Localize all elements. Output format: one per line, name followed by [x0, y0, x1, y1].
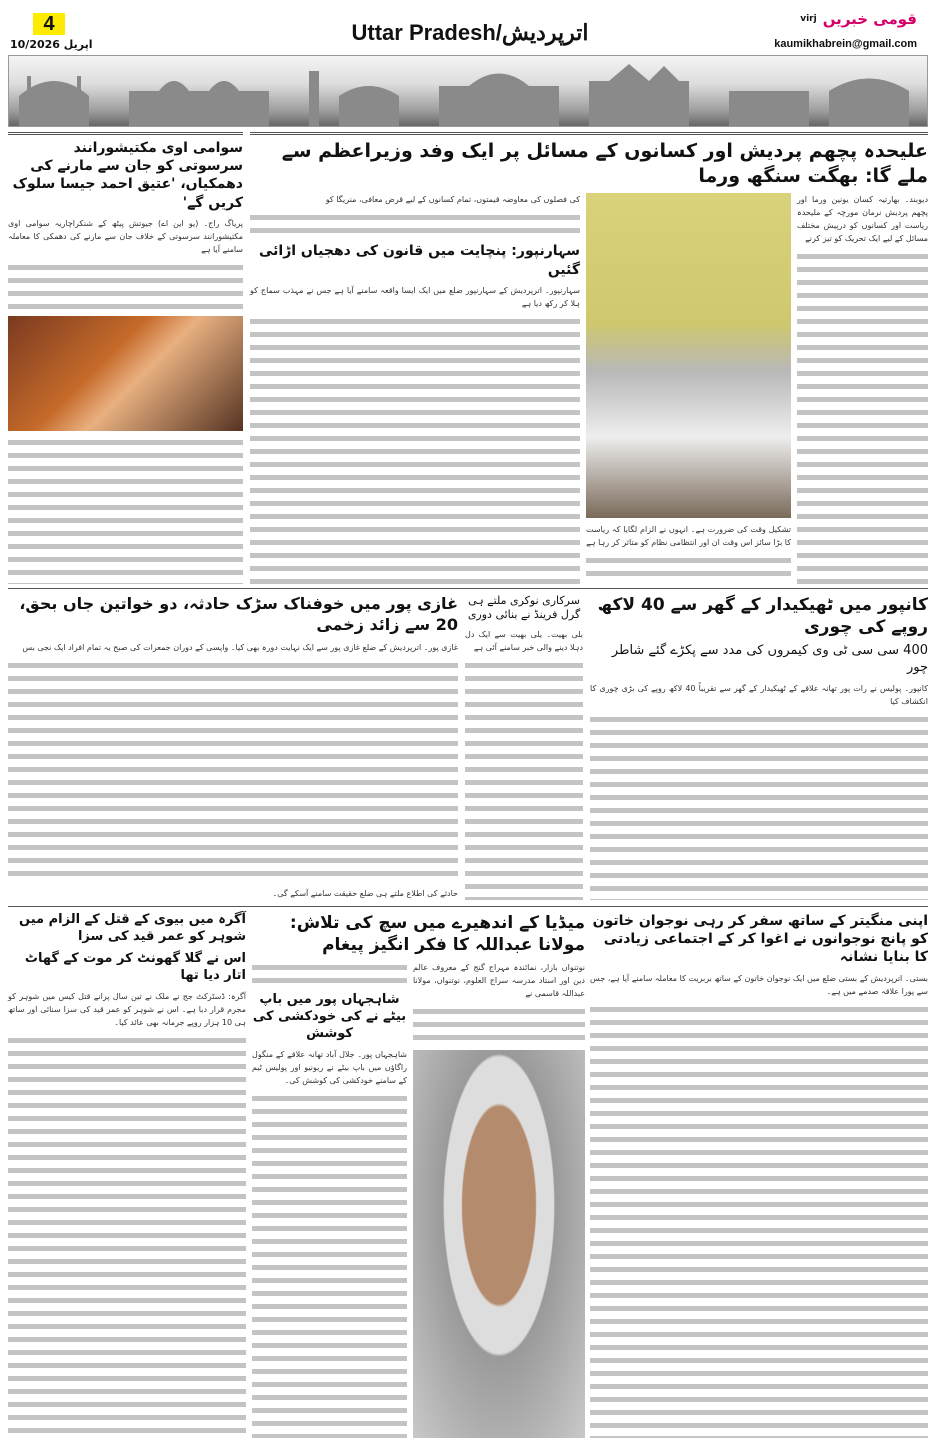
issue-date: 10/اپریل 2026: [10, 38, 93, 51]
shahjahanpur-body-rest: [252, 1092, 407, 1438]
shahjahanpur-headline: شاہجہاں پور میں باپ بیٹے نے کی خودکشی کی کوشش: [252, 992, 407, 1041]
swami-body-lines: [8, 261, 243, 311]
media-story: [252, 912, 585, 1438]
job-girlfriend-body: بلی بھیت۔ یلی بھیت سے ایک دل دہلا دینے والی خبر سامنے آئی ہے: [465, 629, 583, 652]
monuments-banner: [8, 55, 928, 127]
job-girlfriend-body-rest: [465, 659, 583, 900]
basti-body-rest: [590, 1003, 928, 1438]
media-body-left: [252, 961, 407, 987]
media-body-rest: [413, 1005, 585, 1045]
media-col-left: [252, 961, 407, 1438]
row2-divider: [8, 588, 928, 589]
agra-headline: آگرہ میں بیوی کے قتل کے الزام میں شوہر کو عمر قید کی سزا: [19, 912, 246, 944]
agra-body: آگرہ: ڈسٹرکٹ جج نے ملک نے تین سال پرانے قتل کیس میں شوہر کو مجرم قرار دیا ہے۔ اس نے شوہر کو عمر قید کی سزا سنائی اور ساتھ ہی 10 ہزار روپے جرمانہ بھی عائد کیا۔: [8, 991, 246, 1027]
section-title: Uttar Pradesh/اترپردیش: [351, 20, 589, 45]
lead-body-col2-rest: [586, 554, 791, 584]
swami-threat-body: پریاگ راج۔ (یو این اے) جیوتش پیٹھ کے شنکراچاریہ سوامی اوی مکتیشورانند سرسوتی کے خلاف جان سے مارنے کی دھمکی کا معاملہ سامنے آیا ہے: [8, 218, 243, 254]
job-girlfriend-headline: سرکاری نوکری ملتے ہی گرل فرینڈ نے بنائی دوری: [467, 594, 581, 622]
delegation-photo: [586, 193, 791, 518]
swami-threat-headline: سوامی اوی مکتیشورانند سرسوتی کو جان سے مارنے کی دھمکیاں، 'عتیق احمد جیسا سلوک کریں گے': [12, 140, 243, 211]
kanpur-body-rest: [590, 713, 928, 900]
kanpur-story: [590, 594, 928, 900]
basti-headline: اپنی منگیتر کے ساتھ سفر کر رہی نوجوان خاتون کو پانچ نوجوانوں نے اغوا کر کے اجتماعی زیادتی کا بنایا نشانہ: [592, 913, 928, 966]
newspaper-logo: [800, 10, 917, 28]
basti-body: بستی۔ اترپردیش کے بستی ضلع میں ایک نوجوان خاتون کے ساتھ بربریت کا معاملہ سامنے آیا ہے، جس سے پورا علاقہ صدمے میں ہے۔: [590, 973, 928, 996]
media-story-columns: [252, 961, 585, 1438]
lead-col-left: [250, 193, 580, 584]
media-col-right: [413, 961, 585, 1438]
lead-col-right: [797, 193, 928, 584]
swami-photo: [8, 316, 243, 431]
saharanpur-headline: سہارنپور: پنچایت میں قانون کی دھجیاں اڑائی گئیں: [258, 243, 580, 278]
shahjahanpur-body: شاہجہاں پور۔ جلال آباد تھانہ علاقے کے منگول راگاؤں میں باپ بیٹے نے ریونیو اور پولیس ٹیم کے سامنے خودکشی کی کوشش کی۔: [252, 1049, 407, 1085]
page-number-badge: 4: [33, 13, 65, 35]
saharanpur-body: سہارنپور۔ اترپردیش کے سہارنپور ضلع میں ایک ایسا واقعہ سامنے آیا ہے جس نے مہذب سماج کو ہلا کر رکھ دیا ہے: [250, 285, 580, 308]
logo-mark-icon: virj: [800, 14, 817, 24]
job-story: [465, 594, 583, 900]
contact-email: kaumikhabrein@gmail.com: [774, 38, 917, 50]
maulana-abdullah-photo: [413, 1050, 585, 1438]
ghazipur-body-end: حادثے کی اطلاع ملتے ہی ضلع حقیقت سامنے آسکے گی۔: [272, 889, 458, 898]
kanpur-subheadline: 400 سی سی ٹی وی کیمروں کی مدد سے پکڑے گئے شاطر چور: [611, 643, 928, 676]
swami-story: [8, 132, 243, 584]
agra-subheadline: اس نے گلا گھونٹ کر موت کے گھاٹ اتار دیا تھا: [24, 950, 246, 983]
lead-story-columns: [250, 193, 928, 584]
kanpur-headline: کانپور میں ٹھیکیدار کے گھر سے 40 لاکھ روپے کی چوری: [597, 595, 928, 638]
media-headline: میڈیا کے اندھیرے میں سچ کی تلاش: مولانا عبداللہ کا فکر انگیز پیغام: [289, 913, 585, 956]
lead-col-middle: [586, 193, 791, 584]
swami-body-continued: [8, 436, 243, 584]
ghazipur-body: غازی پور۔ اترپردیش کے ضلع غازی پور سے ایک نہایت دورہ بھی کیا۔ واپسی کے دوران جمعرات کی صبح یہ تمام افراد ایک نجی بس: [22, 642, 458, 652]
lead-body-col2: تشکیل وقت کی ضرورت ہے۔ انہوں نے الزام لگایا کہ ریاست کا بڑا سائز اس وقت ان اور انتظامی نظام کو متاثر کر رہا ہے: [586, 525, 791, 547]
ghazipur-story: [8, 594, 458, 900]
lead-headline: علیحدہ پچھم پردیش اور کسانوں کے مسائل پر ایک وفد وزیراعظم سے ملے گا: بھگت سنگھ ورما: [281, 140, 928, 187]
logo-text: قومی خبریں: [822, 10, 917, 28]
media-body: نوتنواں بازار، نمائندہ مہراج گنج کے معروف عالم دین اور استاد مدرسہ سراج العلوم، نوتنواں، مولانا عبداللہ قاسمی نے: [413, 963, 585, 999]
kanpur-body: کانپور۔ پولیس نے رات پور تھانہ علاقے کے ٹھیکیدار کے گھر سے تقریباً 40 لاکھ روپے کی بڑی چوری کا انکشاف کیا: [590, 683, 929, 706]
lead-body-col4-lines: [250, 211, 580, 237]
row3-divider: [8, 906, 928, 907]
saharanpur-body-rest: [250, 315, 580, 584]
basti-story: [590, 912, 928, 1438]
lead-body-col4: کی فصلوں کی معاوضہ قیمتوں، تمام کسانوں کے لیے قرض معافی، منریگا کو: [325, 195, 580, 205]
lead-story: [250, 132, 928, 584]
lead-body-col1: دیوبند۔ بھارتیہ کسان یونین ورما اور پچھم پردیش نرمان مورچہ کے ملیحدہ ریاست اور کسانوں کو درپیش مختلف مسائل کے لیے ایک تحریک کو تیز کرنے: [797, 195, 928, 244]
lead-body-col1-rest: [797, 250, 928, 584]
ghazipur-body-rest: [8, 659, 458, 882]
ghazipur-headline: غازی پور میں خوفناک سڑک حادثہ، دو خواتین جاں بحق، 20 سے زائد زخمی: [19, 594, 458, 634]
skyline-illustration: [9, 56, 927, 126]
agra-story: [8, 912, 246, 1438]
agra-body-rest: [8, 1034, 246, 1438]
